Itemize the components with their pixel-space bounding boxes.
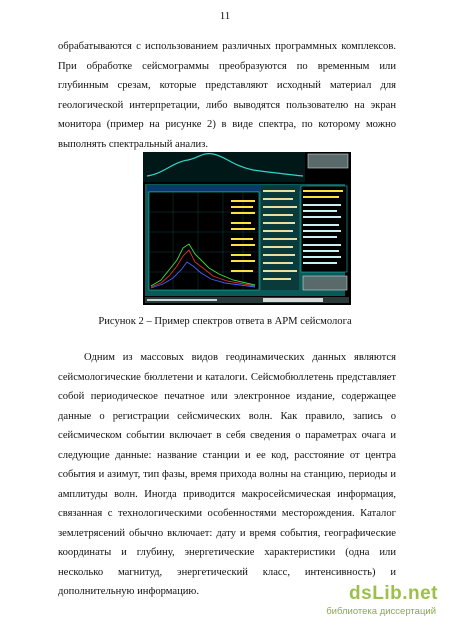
top-trace-area <box>143 152 305 182</box>
watermark <box>308 583 438 623</box>
top-right-button <box>308 154 348 168</box>
paragraph-main: Одним из массовых видов геодинамических данных являются сейсмологические бюллетени и каталоги. Сейсмобюллетень представляет собой периодическое печатное или электронное издание, содержащее данные о регистрации сейсмических волн. Как правило, запись о сейсмическом событии включает в себя сведения о параметрах очага и следующие данные: название станции и ее код, расстояние от центра события и азимут, тип фазы, время прихода волны на станцию, периоды и амплитуды волн. Иногда приводится макросейсмическая информация, связанная с технологическими особенностями месторождения. Каталог землетрясений обычно включает: дату и время события, географические координаты и глубину, энергетические характеристики (одна или несколько магнитуд, энергетический класс, интенсивность) и дополнительную информацию. <box>58 352 396 597</box>
figure-screenshot <box>143 152 351 305</box>
seismologist-workstation-image <box>143 152 351 305</box>
info-column <box>301 186 347 272</box>
page-number: 11 <box>219 10 231 22</box>
figure-caption: Рисунок 2 – Пример спектров ответа в АРМ сейсмолога <box>98 316 352 327</box>
bottom-right-button <box>303 276 347 290</box>
watermark-logo: dsLib.net <box>349 583 438 604</box>
watermark-subtitle: библиотека диссертаций <box>326 606 436 617</box>
paragraph-intro: обрабатываются с использованием различных программных комплексов. При обработке сейсмограммы преобразуются по временным или глубинным срезам, которые представляют исходный материал для геологической интерпретации, либо выводятся пользователю на экран монитора (пример на рисунке 2) в виде спектра, по которому можно выполнять спектральный анализ. <box>58 41 396 150</box>
